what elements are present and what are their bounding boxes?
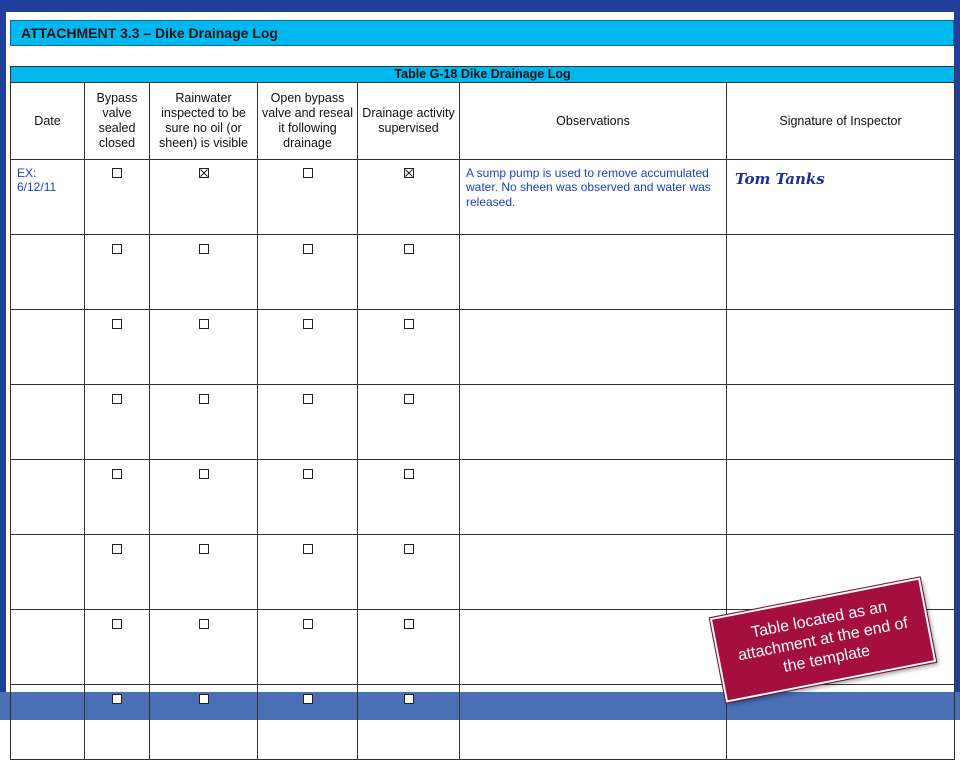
date-cell	[11, 610, 85, 685]
checkbox-cell	[258, 460, 358, 535]
observations-cell	[460, 610, 727, 685]
checkbox-cell	[85, 310, 150, 385]
checkbox[interactable]	[303, 168, 313, 178]
checkbox-cell	[85, 535, 150, 610]
checkbox[interactable]	[112, 319, 122, 329]
slide-frame-left	[0, 0, 6, 720]
table-title: Table G-18 Dike Drainage Log	[11, 67, 955, 83]
callout-text: Table located as an attachment at the end of the template	[736, 598, 910, 676]
checkbox[interactable]	[199, 694, 209, 704]
date-cell	[11, 310, 85, 385]
checkbox-cell	[150, 310, 258, 385]
attachment-title-bar	[10, 20, 954, 46]
date-cell	[11, 685, 85, 760]
example-row	[11, 160, 955, 235]
table-row	[11, 310, 955, 385]
checkbox[interactable]	[112, 619, 122, 629]
example-date-label: EX:	[17, 166, 37, 180]
attachment-title: ATTACHMENT 3.3 – Dike Drainage Log	[21, 25, 278, 41]
checkbox-cell	[150, 535, 258, 610]
inspector-signature: Tom Tanks	[735, 170, 825, 188]
checkbox-cell	[150, 685, 258, 760]
table-row	[11, 460, 955, 535]
observations-cell	[460, 685, 727, 760]
checkbox-cell	[258, 385, 358, 460]
header-signature: Signature of Inspector	[727, 83, 955, 160]
observations-cell	[460, 310, 727, 385]
checkbox[interactable]	[112, 394, 122, 404]
header-rainwater-inspected: Rainwater inspected to be sure no oil (or sheen) is visible	[150, 83, 258, 160]
checkbox[interactable]	[404, 394, 414, 404]
example-date-cell	[11, 160, 85, 235]
checkbox[interactable]	[199, 168, 209, 178]
checkbox-cell	[358, 460, 460, 535]
example-signature-cell	[727, 160, 955, 235]
example-date-value: 6/12/11	[17, 180, 57, 195]
header-open-reseal: Open bypass valve and reseal it following drainage	[258, 83, 358, 160]
checkbox-cell	[358, 310, 460, 385]
checkbox[interactable]	[112, 544, 122, 554]
header-supervised: Drainage activity supervised	[358, 83, 460, 160]
checkbox[interactable]	[199, 544, 209, 554]
table-row	[11, 235, 955, 310]
checkbox[interactable]	[199, 319, 209, 329]
signature-cell	[727, 385, 955, 460]
checkbox-cell	[258, 610, 358, 685]
table-row	[11, 685, 955, 760]
table-title-row	[11, 67, 955, 83]
observations-cell	[460, 385, 727, 460]
checkbox[interactable]	[303, 619, 313, 629]
example-supervised-cell	[358, 160, 460, 235]
checkbox[interactable]	[404, 319, 414, 329]
checkbox[interactable]	[303, 244, 313, 254]
checkbox[interactable]	[303, 694, 313, 704]
checkbox-cell	[85, 385, 150, 460]
checkbox[interactable]	[404, 168, 414, 178]
checkbox-cell	[150, 460, 258, 535]
checkbox-cell	[85, 235, 150, 310]
checkbox[interactable]	[404, 544, 414, 554]
table-row	[11, 385, 955, 460]
date-cell	[11, 460, 85, 535]
date-cell	[11, 535, 85, 610]
slide-frame-top	[0, 0, 960, 12]
example-observations: A sump pump is used to remove accumulated water. No sheen was observed and water was released.	[460, 160, 727, 235]
signature-cell	[727, 310, 955, 385]
checkbox[interactable]	[303, 469, 313, 479]
checkbox-cell	[85, 685, 150, 760]
example-reseal-cell	[258, 160, 358, 235]
checkbox[interactable]	[199, 394, 209, 404]
header-observations: Observations	[460, 83, 727, 160]
checkbox[interactable]	[404, 244, 414, 254]
checkbox[interactable]	[112, 694, 122, 704]
checkbox-cell	[258, 235, 358, 310]
date-cell	[11, 385, 85, 460]
checkbox[interactable]	[112, 469, 122, 479]
signature-cell	[727, 460, 955, 535]
observations-cell	[460, 235, 727, 310]
example-rainwater-cell	[150, 160, 258, 235]
checkbox[interactable]	[199, 244, 209, 254]
checkbox[interactable]	[303, 544, 313, 554]
checkbox-cell	[150, 235, 258, 310]
observations-cell	[460, 535, 727, 610]
checkbox-cell	[358, 610, 460, 685]
checkbox-cell	[150, 610, 258, 685]
checkbox-cell	[258, 685, 358, 760]
checkbox-cell	[150, 385, 258, 460]
observations-cell	[460, 460, 727, 535]
checkbox[interactable]	[199, 469, 209, 479]
checkbox-cell	[85, 610, 150, 685]
example-bypass-cell	[85, 160, 150, 235]
checkbox[interactable]	[404, 619, 414, 629]
signature-cell	[727, 235, 955, 310]
header-date: Date	[11, 83, 85, 160]
table-header-row	[11, 83, 955, 160]
checkbox[interactable]	[112, 168, 122, 178]
checkbox[interactable]	[303, 394, 313, 404]
header-bypass-sealed: Bypass valve sealed closed	[85, 83, 150, 160]
checkbox[interactable]	[112, 244, 122, 254]
checkbox-cell	[358, 385, 460, 460]
checkbox-cell	[358, 235, 460, 310]
checkbox-cell	[85, 460, 150, 535]
checkbox-cell	[358, 685, 460, 760]
checkbox-cell	[258, 535, 358, 610]
date-cell	[11, 235, 85, 310]
checkbox-cell	[258, 310, 358, 385]
checkbox-cell	[358, 535, 460, 610]
checkbox[interactable]	[303, 319, 313, 329]
checkbox[interactable]	[404, 469, 414, 479]
checkbox[interactable]	[404, 694, 414, 704]
checkbox[interactable]	[199, 619, 209, 629]
